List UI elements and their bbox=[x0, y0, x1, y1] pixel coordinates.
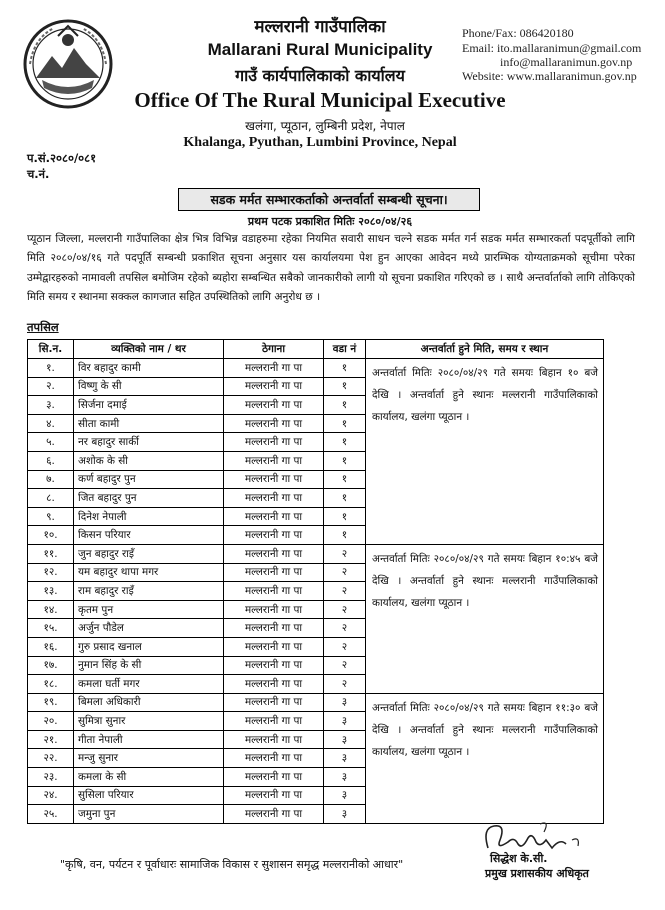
header-interview-details: अन्तर्वार्ता हुने मिति, समय र स्थान bbox=[366, 340, 604, 359]
serial-cell: १०. bbox=[28, 526, 74, 545]
ward-cell: २ bbox=[324, 582, 366, 601]
candidate-name-cell: किसन परियार bbox=[74, 526, 224, 545]
ward-cell: २ bbox=[324, 675, 366, 694]
address-cell: मल्लरानी गा पा bbox=[224, 414, 324, 433]
table-row bbox=[28, 693, 604, 712]
candidate-name-cell: नर बहादुर सार्की bbox=[74, 433, 224, 452]
candidate-name-cell: गीता नेपाली bbox=[74, 730, 224, 749]
ward-cell: ३ bbox=[324, 805, 366, 824]
candidate-name-cell: सुसिला परियार bbox=[74, 786, 224, 805]
address-cell: मल्लरानी गा पा bbox=[224, 544, 324, 563]
serial-cell: ७. bbox=[28, 470, 74, 489]
serial-cell: १९. bbox=[28, 693, 74, 712]
address-cell: मल्लरानी गा पा bbox=[224, 451, 324, 470]
ward-cell: २ bbox=[324, 619, 366, 638]
serial-cell: २२. bbox=[28, 749, 74, 768]
header-ward: वडा नं bbox=[324, 340, 366, 359]
ward-cell: ३ bbox=[324, 730, 366, 749]
table-row bbox=[28, 544, 604, 563]
serial-cell: ३. bbox=[28, 396, 74, 415]
ward-cell: १ bbox=[324, 396, 366, 415]
ward-cell: १ bbox=[324, 470, 366, 489]
candidate-name-cell: जमुना पुन bbox=[74, 805, 224, 824]
table-row bbox=[28, 359, 604, 378]
address-cell: मल्लरानी गा पा bbox=[224, 526, 324, 545]
serial-cell: २१. bbox=[28, 730, 74, 749]
address-cell: मल्लरानी गा पा bbox=[224, 805, 324, 824]
candidate-name-cell: राम बहादुर राइँ bbox=[74, 582, 224, 601]
municipality-name-english: Mallarani Rural Municipality bbox=[207, 40, 433, 59]
serial-cell: २४. bbox=[28, 786, 74, 805]
ward-cell: २ bbox=[324, 600, 366, 619]
serial-cell: १३. bbox=[28, 582, 74, 601]
address-cell: मल्लरानी गा पा bbox=[224, 507, 324, 526]
address-cell: मल्लरानी गा पा bbox=[224, 675, 324, 694]
candidate-name-cell: अशोक के सी bbox=[74, 451, 224, 470]
address-cell: मल्लरानी गा पा bbox=[224, 489, 324, 508]
serial-cell: १. bbox=[28, 359, 74, 378]
header-address: ठेगाना bbox=[224, 340, 324, 359]
candidate-name-cell: विर बहादुर कामी bbox=[74, 359, 224, 378]
dispatch-number: च.नं. bbox=[27, 167, 50, 181]
serial-cell: ५. bbox=[28, 433, 74, 452]
footer-slogan: "कृषि, वन, पर्यटन र पूर्वाधारः सामाजिक विकास र सुशासन समृद्ध मल्लरानीको आधार" bbox=[60, 858, 404, 871]
address-cell: मल्लरानी गा पा bbox=[224, 730, 324, 749]
ward-cell: ३ bbox=[324, 712, 366, 731]
first-published-date: प्रथम पटक प्रकाशित मितिः २०८०/०४/२६ bbox=[247, 215, 413, 228]
serial-cell: १५. bbox=[28, 619, 74, 638]
ward-cell: १ bbox=[324, 526, 366, 545]
candidate-name-cell: सिर्जना दमाई bbox=[74, 396, 224, 415]
serial-cell: २५. bbox=[28, 805, 74, 824]
reference-number: प.सं.२०८०/०८१ bbox=[27, 151, 97, 165]
address-cell: मल्लरानी गा पा bbox=[224, 433, 324, 452]
header-serial: सि.न. bbox=[28, 340, 74, 359]
candidate-name-cell: सुमित्रा सुनार bbox=[74, 712, 224, 731]
contact-email-secondary[interactable]: info@mallaranimun.gov.np bbox=[500, 55, 633, 69]
candidate-name-cell: जुन बहादुर राइँ bbox=[74, 544, 224, 563]
serial-cell: १२. bbox=[28, 563, 74, 582]
candidate-name-cell: सीता कामी bbox=[74, 414, 224, 433]
candidate-name-cell: कर्ण बहादुर पुन bbox=[74, 470, 224, 489]
candidate-name-cell: कृतम पुन bbox=[74, 600, 224, 619]
candidate-name-cell: कमला घर्ती मगर bbox=[74, 675, 224, 694]
ward-cell: १ bbox=[324, 489, 366, 508]
candidate-table bbox=[27, 339, 604, 824]
signer-title: प्रमुख प्रशासकीय अधिकृत bbox=[485, 867, 589, 880]
notice-body: प्यूठान जिल्ला, मल्लरानी गाउँपालिका क्षेत्र भित्र विभिन्न वडाहरुमा रहेका नियमित सवारी साधन चल्ने सडक मर्मत गर्न सडक मर्मत सम्भारकर्ता पदपूर्तीको लागि मिति २०८०/०४/१६ गते पदपूर्ति सम्बन्धी प्रकाशित सूचना अनुसार यस कार्यालयमा पेश हुन आएका आवेदन मध्ये प्रारम्भिक योग्यताक्रमको सूचीमा परेका उम्मेद्वारहरुको नामावली तपसिल बमोजिम रहेको ब्यहोरा सम्बन्धित सबैको जानकारीको लागी यो सूचना प्रकाशित गरिएको छ । साथै अन्तर्वार्ताको लागि तोकिएको मिति समय र स्थानमा सक्कल कागजात सहित उपस्थितिको लागि अनुरोध छ । bbox=[27, 233, 635, 303]
serial-cell: १६. bbox=[28, 637, 74, 656]
ward-cell: १ bbox=[324, 414, 366, 433]
address-cell: मल्लरानी गा पा bbox=[224, 637, 324, 656]
ward-cell: २ bbox=[324, 544, 366, 563]
signer-name: सिद्धेश के.सी. bbox=[490, 852, 548, 865]
municipality-emblem-logo bbox=[22, 18, 114, 110]
address-cell: मल्लरानी गा पा bbox=[224, 396, 324, 415]
ward-cell: १ bbox=[324, 507, 366, 526]
ward-cell: ३ bbox=[324, 693, 366, 712]
contact-email[interactable]: Email: ito.mallaranimun@gmail.com bbox=[462, 41, 642, 55]
ward-cell: २ bbox=[324, 637, 366, 656]
contact-website[interactable]: Website: www.mallaranimun.gov.np bbox=[462, 69, 637, 83]
address-cell: मल्लरानी गा पा bbox=[224, 563, 324, 582]
ward-cell: ३ bbox=[324, 786, 366, 805]
ward-cell: १ bbox=[324, 359, 366, 378]
address-cell: मल्लरानी गा पा bbox=[224, 359, 324, 378]
serial-cell: २३. bbox=[28, 768, 74, 787]
contact-phone: Phone/Fax: 086420180 bbox=[462, 26, 574, 40]
municipality-name-nepali: मल्लरानी गाउँपालिका bbox=[254, 17, 386, 37]
serial-cell: ४. bbox=[28, 414, 74, 433]
ward-cell: १ bbox=[324, 451, 366, 470]
address-nepali: खलंगा, प्यूठान, लुम्बिनी प्रदेश, नेपाल bbox=[245, 119, 405, 133]
serial-cell: १७. bbox=[28, 656, 74, 675]
office-name-english: Office Of The Rural Municipal Executive bbox=[134, 88, 506, 112]
address-cell: मल्लरानी गा पा bbox=[224, 600, 324, 619]
address-cell: मल्लरानी गा पा bbox=[224, 582, 324, 601]
table-header-row bbox=[28, 340, 604, 359]
candidate-name-cell: गुरु प्रसाद खनाल bbox=[74, 637, 224, 656]
candidate-name-cell: दिनेश नेपाली bbox=[74, 507, 224, 526]
address-cell: मल्लरानी गा पा bbox=[224, 712, 324, 731]
ward-cell: ३ bbox=[324, 768, 366, 787]
address-english: Khalanga, Pyuthan, Lumbini Province, Nepal bbox=[183, 135, 457, 150]
candidate-name-cell: बिमला अधिकारी bbox=[74, 693, 224, 712]
notice-subject: सडक मर्मत सम्भारकर्ताको अन्तर्वार्ता सम्बन्धी सूचना। bbox=[178, 188, 480, 211]
candidate-name-cell: जित बहादुर पुन bbox=[74, 489, 224, 508]
serial-cell: २०. bbox=[28, 712, 74, 731]
candidate-name-cell: अर्जुन पौडेल bbox=[74, 619, 224, 638]
serial-cell: ९. bbox=[28, 507, 74, 526]
ward-cell: १ bbox=[324, 433, 366, 452]
address-cell: मल्लरानी गा पा bbox=[224, 470, 324, 489]
serial-cell: ६. bbox=[28, 451, 74, 470]
candidate-name-cell: नुमान सिंह के सी bbox=[74, 656, 224, 675]
header-name: व्यक्तिको नाम / थर bbox=[74, 340, 224, 359]
address-cell: मल्लरानी गा पा bbox=[224, 786, 324, 805]
interview-schedule-cell: अन्तर्वार्ता मितिः २०८०/०४/२९ गते समयः बिहान ११:३० बजे देखि । अन्तर्वार्ता हुने स्थानः मल्लरानी गाउँपालिकाको कार्यालय, खलंगा प्यूठान । bbox=[366, 693, 604, 823]
office-name-nepali: गाउँ कार्यपालिकाको कार्यालय bbox=[235, 66, 405, 85]
interview-schedule-cell: अन्तर्वार्ता मितिः २०८०/०४/२९ गते समयः बिहान १० बजे देखि । अन्तर्वार्ता हुने स्थानः मल्लरानी गाउँपालिकाको कार्यालय, खलंगा प्यूठान । bbox=[366, 359, 604, 545]
ward-cell: १ bbox=[324, 377, 366, 396]
serial-cell: १८. bbox=[28, 675, 74, 694]
ward-cell: २ bbox=[324, 656, 366, 675]
serial-cell: ११. bbox=[28, 544, 74, 563]
details-heading: तपसिल bbox=[27, 320, 59, 334]
address-cell: मल्लरानी गा पा bbox=[224, 619, 324, 638]
address-cell: मल्लरानी गा पा bbox=[224, 749, 324, 768]
serial-cell: ८. bbox=[28, 489, 74, 508]
candidate-name-cell: विष्णु के सी bbox=[74, 377, 224, 396]
candidate-name-cell: कमला के सी bbox=[74, 768, 224, 787]
address-cell: मल्लरानी गा पा bbox=[224, 693, 324, 712]
ward-cell: २ bbox=[324, 563, 366, 582]
ward-cell: ३ bbox=[324, 749, 366, 768]
interview-schedule-cell: अन्तर्वार्ता मितिः २०८०/०४/२९ गते समयः बिहान १०:४५ बजे देखि । अन्तर्वार्ता हुने स्थानः मल्लरानी गाउँपालिकाको कार्यालय, खलंगा प्यूठान । bbox=[366, 544, 604, 693]
serial-cell: २. bbox=[28, 377, 74, 396]
address-cell: मल्लरानी गा पा bbox=[224, 656, 324, 675]
candidate-name-cell: मन्जु सुनार bbox=[74, 749, 224, 768]
address-cell: मल्लरानी गा पा bbox=[224, 768, 324, 787]
serial-cell: १४. bbox=[28, 600, 74, 619]
candidate-name-cell: यम बहादुर थापा मगर bbox=[74, 563, 224, 582]
address-cell: मल्लरानी गा पा bbox=[224, 377, 324, 396]
